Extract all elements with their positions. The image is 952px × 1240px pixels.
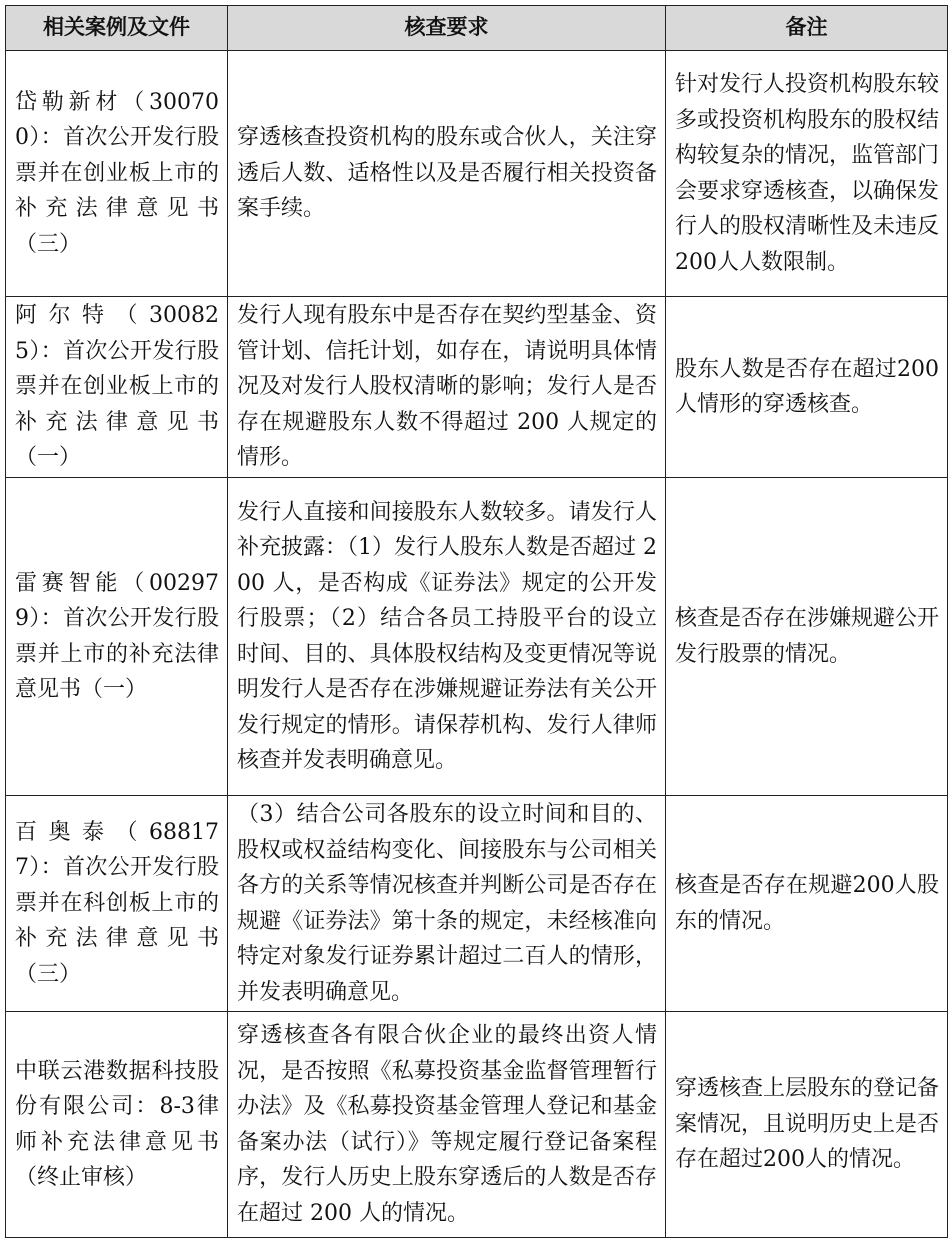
requirement-cell: 穿透核查各有限合伙企业的最终出资人情况，是否按照《私募投资基金监督管理暂行办法》及《私募投资基金管理人登记和基金备案办法（试行）》等规定履行登记备案程序，发行人历史上股东穿透后的人数是否存在超过 200 人的情况。 xyxy=(228,1012,666,1238)
table-row xyxy=(6,478,948,796)
note-cell: 股东人数是否存在超过200人情形的穿透核查。 xyxy=(666,297,948,478)
note-cell: 针对发行人投资机构股东较多或投资机构股东的股权结构较复杂的情况，监管部门会要求穿透核查，以确保发行人的股权清晰性及未违反200人人数限制。 xyxy=(666,51,948,297)
case-table xyxy=(5,5,948,1238)
table-header-row xyxy=(6,6,948,51)
header-case: 相关案例及文件 xyxy=(6,6,228,51)
header-requirement: 核查要求 xyxy=(228,6,666,51)
header-note: 备注 xyxy=(666,6,948,51)
note-cell: 核查是否存在涉嫌规避公开发行股票的情况。 xyxy=(666,478,948,796)
requirement-cell: 穿透核查投资机构的股东或合伙人，关注穿透后人数、适格性以及是否履行相关投资备案手续。 xyxy=(228,51,666,297)
table-row xyxy=(6,1012,948,1238)
note-cell: 核查是否存在规避200人股东的情况。 xyxy=(666,796,948,1012)
table-row xyxy=(6,51,948,297)
requirement-cell: （3）结合公司各股东的设立时间和目的、股权或权益结构变化、间接股东与公司相关各方的关系等情况核查并判断公司是否存在规避《证券法》第十条的规定，未经核准向特定对象发行证券累计超过二百人的情形，并发表明确意见。 xyxy=(228,796,666,1012)
case-cell: 岱勒新材（300700）：首次公开发行股票并在创业板上市的补充法律意见书（三） xyxy=(6,51,228,297)
case-cell: 雷赛智能（002979）：首次公开发行股票并上市的补充法律意见书（一） xyxy=(6,478,228,796)
note-cell: 穿透核查上层股东的登记备案情况，且说明历史上是否存在超过200人的情况。 xyxy=(666,1012,948,1238)
case-cell: 阿尔特（300825）：首次公开发行股票并在创业板上市的补充法律意见书（一） xyxy=(6,297,228,478)
requirement-cell: 发行人现有股东中是否存在契约型基金、资管计划、信托计划，如存在，请说明具体情况及对发行人股权清晰的影响；发行人是否存在规避股东人数不得超过 200 人规定的情形。 xyxy=(228,297,666,478)
table-row xyxy=(6,796,948,1012)
case-cell: 百奥泰（688177）：首次公开发行股票并在科创板上市的补充法律意见书（三） xyxy=(6,796,228,1012)
table-row xyxy=(6,297,948,478)
case-cell: 中联云港数据科技股份有限公司：8-3律师补充法律意见书（终止审核） xyxy=(6,1012,228,1238)
requirement-cell: 发行人直接和间接股东人数较多。请发行人补充披露：（1）发行人股东人数是否超过 200 人，是否构成《证券法》规定的公开发行股票；（2）结合各员工持股平台的设立时间、目的、具体股权结构及变更情况等说明发行人是否存在涉嫌规避证券法有关公开发行规定的情形。请保荐机构、发行人律师核查并发表明确意见。 xyxy=(228,478,666,796)
